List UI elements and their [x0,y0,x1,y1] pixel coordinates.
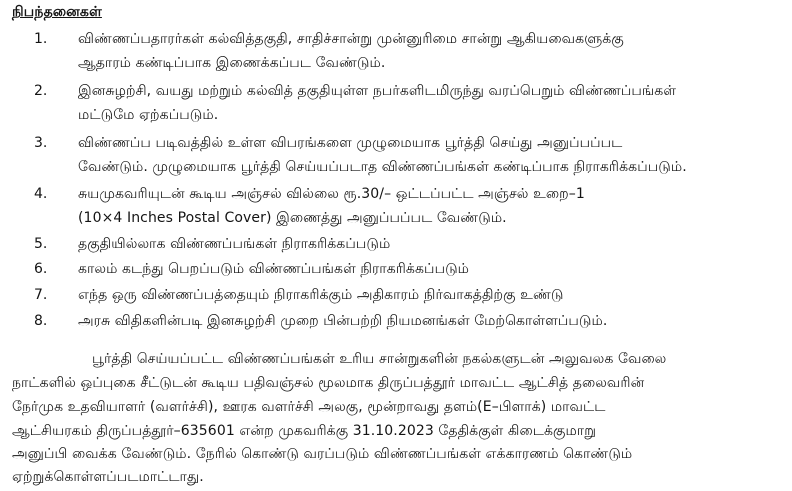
condition-text-line: அரசு விதிகளின்படி இனசுழற்சி முறை பின்பற்றி நியமனங்கள் மேற்கொள்ளப்படும். [78,313,608,329]
paragraph-line: அனுப்பி வைக்க வேண்டும். நேரில் கொண்டு வரப்படும் விண்ணப்பங்கள் எக்காரணம் கொண்டும் [12,446,633,462]
condition-number: 1. [34,31,48,47]
condition-number: 8. [34,313,48,329]
paragraph-line: நேர்முக உதவியாளர் (வளர்ச்சி), ஊரக வளர்ச்சி அலகு, மூன்றாவது தளம்(E–பிளாக்) மாவட்ட [12,399,606,415]
condition-text-line: விண்ணப்ப படிவத்தில் உள்ள விபரங்களை முழுமையாக பூர்த்தி செய்து அனுப்பப்பட [78,135,623,151]
conditions-heading: நிபந்தனைகள் [12,4,102,20]
condition-number: 4. [34,186,48,202]
condition-number: 7. [34,287,48,303]
paragraph-line: ஏற்றுக்கொள்ளப்படமாட்டாது. [12,469,204,485]
condition-text-line: மட்டுமே ஏற்கப்படும். [78,107,219,123]
condition-text-line: தகுதியில்லாக விண்ணப்பங்கள் நிராகரிக்கப்படும் [78,236,391,252]
condition-text-line: காலம் கடந்து பெறப்படும் விண்ணப்பங்கள் நிராகரிக்கப்படும் [78,261,470,277]
condition-text-line: சுயமுகவரியுடன் கூடிய அஞ்சல் வில்லை ரூ.30/– ஒட்டப்பட்ட அஞ்சல் உறை–1 [78,186,585,202]
condition-text-line: விண்ணப்பதாரர்கள் கல்வித்தகுதி, சாதிச்சான்று முன்னுரிமை சான்று ஆகியவைகளுக்கு [78,31,624,47]
condition-text-line: வேண்டும். முழுமையாக பூர்த்தி செய்யப்படாத விண்ணப்பங்கள் கண்டிப்பாக நிராகரிக்கப்படும். [78,159,687,175]
condition-number: 5. [34,236,48,252]
condition-text-line: எந்த ஒரு விண்ணப்பத்தையும் நிராகரிக்கும் அதிகாரம் நிர்வாகத்திற்கு உண்டு [78,287,564,303]
condition-text-line: இனசுழற்சி, வயது மற்றும் கல்வித் தகுதியுள்ள நபர்களிடமிருந்து வரப்பெறும் விண்ணப்பங்கள் [78,83,677,99]
condition-number: 3. [34,135,48,151]
condition-number: 6. [34,261,48,277]
paragraph-line: பூர்த்தி செய்யப்பட்ட விண்ணப்பங்கள் உரிய சான்றுகளின் நகல்களுடன் அலுவலக வேலை [92,351,667,367]
paragraph-line: நாட்களில் ஒப்புகை சீட்டுடன் கூடிய பதிவஞ்சல் மூலமாக திருப்பத்தூர் மாவட்ட ஆட்சித் தலைவரின் [12,375,645,391]
condition-text-line: ஆதாரம் கண்டிப்பாக இணைக்கப்பட வேண்டும். [78,55,386,71]
condition-text-line: (10×4 Inches Postal Cover) இணைத்து அனுப்பப்பட வேண்டும். [78,210,507,226]
condition-number: 2. [34,83,48,99]
paragraph-line: ஆட்சியரகம் திருப்பத்தூர்–635601 என்ற முகவரிக்கு 31.10.2023 தேதிக்குள் கிடைக்குமாறு [12,423,596,439]
